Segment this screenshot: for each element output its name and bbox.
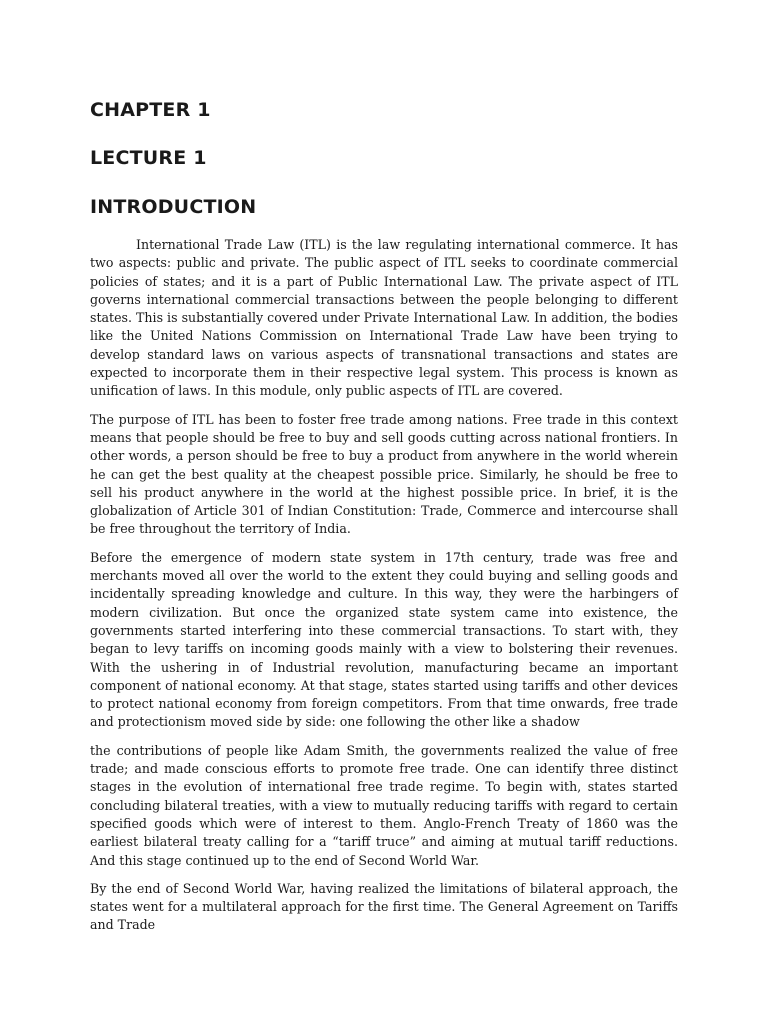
paragraph-1: International Trade Law (ITL) is the law regulating international commerce. It has two aspects: public and private. The public aspect of ITL seeks to coordinate commercial policies of states; and it is a part of Public International Law. The private aspect of ITL governs international commercial transactions between the people belonging to different states. This is substantially covered under Private International Law. In addition, the bodies like the United Nations Commission on International Trade Law have been trying to develop standard laws on various aspects of transnational transactions and states are expected to incorporate them in their respective legal system. This process is known as unification of laws. In this module, only public aspects of ITL are covered. [90, 237, 678, 399]
paragraph-2: The purpose of ITL has been to foster free trade among nations. Free trade in this context means that people should be free to buy and sell goods cutting across national frontiers. In other words, a person should be free to buy a product from anywhere in the world wherein he can get the best quality at the cheapest possible price. Similarly, he should be free to sell his product anywhere in the world at the highest possible price. In brief, it is the globalization of Article 301 of Indian Constitution: Trade, Commerce and intercourse shall be free throughout the territory of India. [90, 411, 678, 537]
paragraph-3: Before the emergence of modern state system in 17th century, trade was free and merchants moved all over the world to the extent they could buying and selling goods and incidentally spreading knowledge and culture. In this way, they were the harbingers of modern civilization. But once the organized state system came into existence, the governments started interfering into these commercial transactions. To start with, they began to levy tariffs on incoming goods mainly with a view to bolstering their revenues. With the ushering in of Industrial revolution, manufacturing became an important component of national economy. At that stage, states started using tariffs and other devices to protect national economy from foreign competitors. From that time onwards, free trade and protectionism moved side by side: one following the other like a shadow [90, 549, 678, 730]
paragraph-4: the contributions of people like Adam Smith, the governments realized the value of free trade; and made conscious efforts to promote free trade. One can identify three distinct stages in the evolution of international free trade regime. To begin with, states started concluding bilateral treaties, with a view to mutually reducing tariffs with regard to certain specified goods which were of interest to them. Anglo-French Treaty of 1860 was the earliest bilateral treaty calling for a “tariff truce” and aiming at mutual tariff reductions. And this stage continued up to the end of Second World War. [90, 742, 678, 868]
paragraph-5: By the end of Second World War, having realized the limitations of bilateral approach, the states went for a multilateral approach for the first time. The General Agreement on Tariffs and Trade [90, 880, 678, 933]
introduction-heading: INTRODUCTION [90, 196, 257, 218]
chapter-heading: CHAPTER 1 [90, 99, 211, 121]
lecture-heading: LECTURE 1 [90, 147, 207, 169]
body-text [90, 236, 678, 945]
